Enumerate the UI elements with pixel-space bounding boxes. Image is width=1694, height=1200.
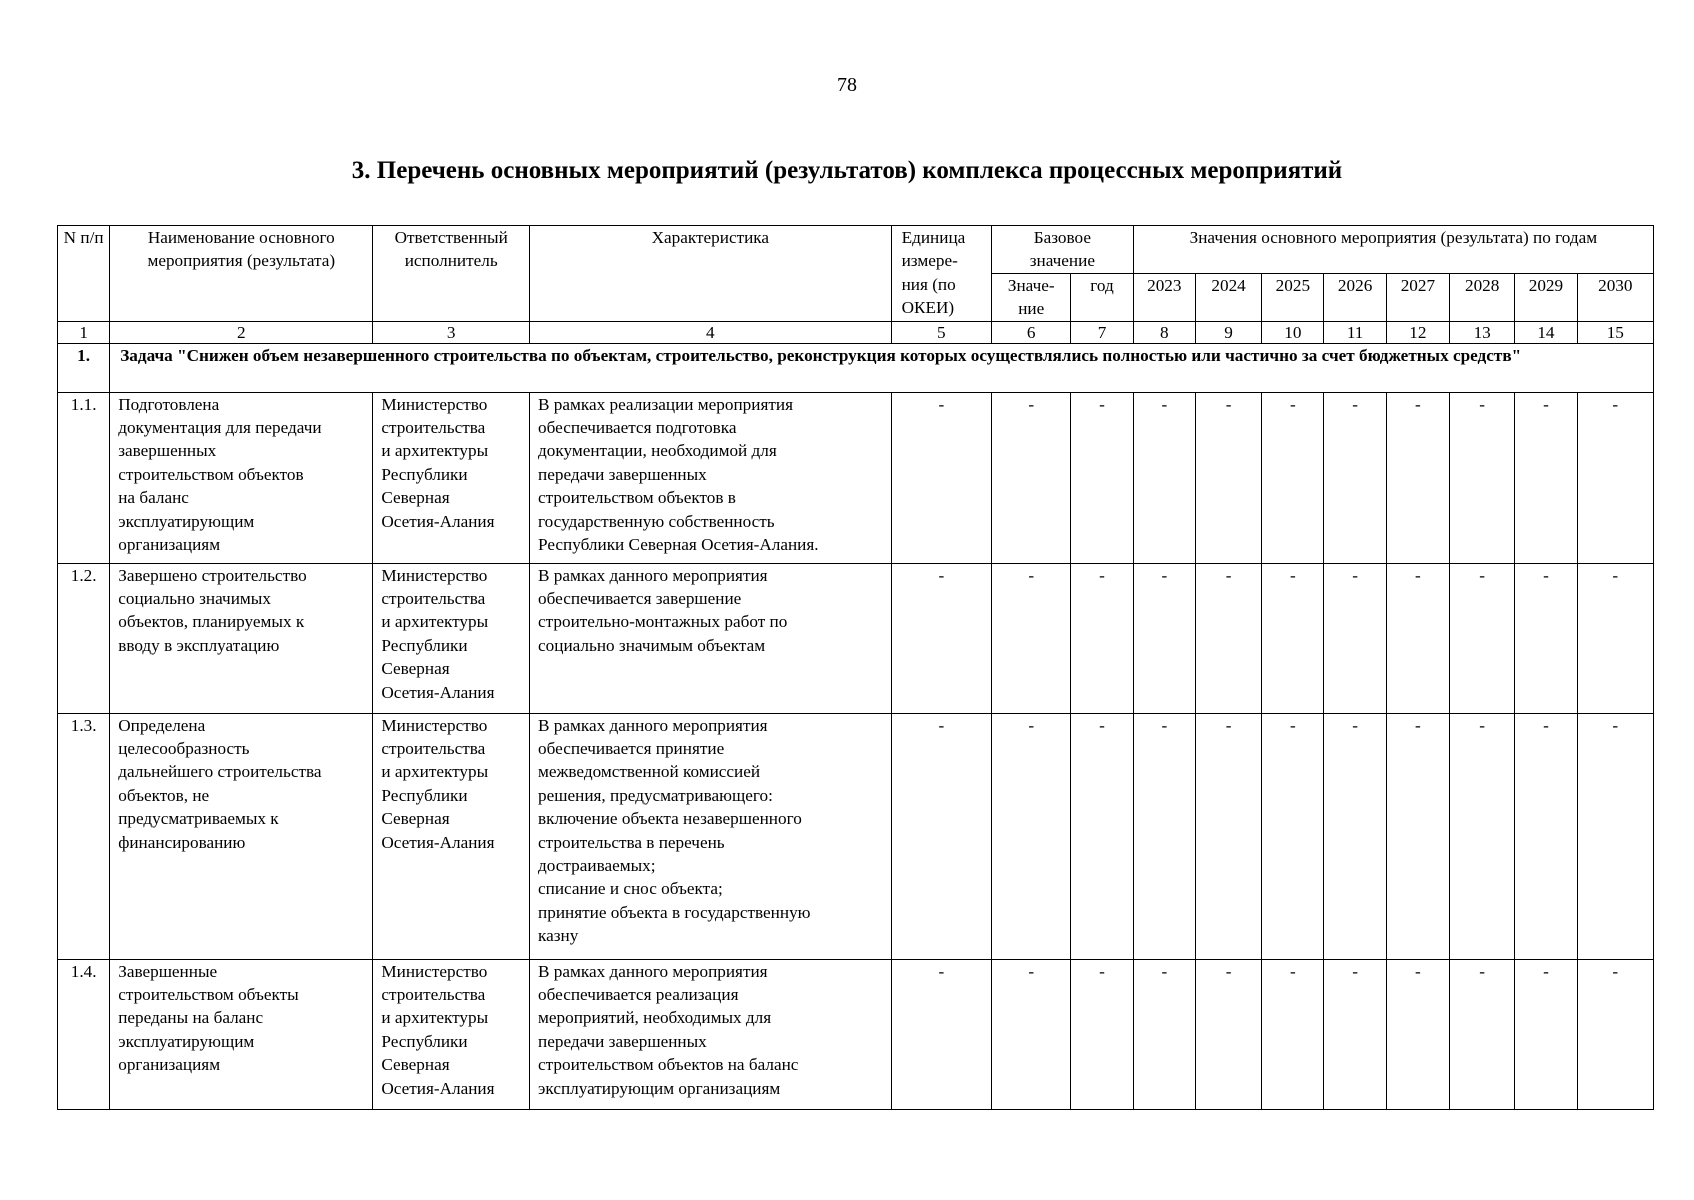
column-number: 4 — [530, 321, 892, 343]
row-value: - — [1450, 392, 1515, 563]
table-row — [58, 713, 1654, 959]
row-name: Определена целесообразность дальнейшего строительства объектов, не предусматриваемых к финансированию — [110, 713, 373, 959]
row-value: - — [992, 392, 1071, 563]
row-value: - — [1450, 563, 1515, 713]
row-value: - — [891, 563, 991, 713]
header-year: 2029 — [1515, 273, 1577, 321]
row-value: - — [891, 713, 991, 959]
row-value: - — [1071, 563, 1133, 713]
page-title: 3. Перечень основных мероприятий (результатов) комплекса процессных мероприятий — [351, 157, 1343, 184]
task-text: Задача "Снижен объем незавершенного строительства по объектам, строительство, реконструкция которых осуществлялись полностью или частично за счет бюджетных средств" — [110, 343, 1654, 392]
header-row-top — [58, 226, 1654, 274]
row-value: - — [1195, 392, 1261, 563]
row-value: - — [1071, 713, 1133, 959]
row-value: - — [1133, 959, 1195, 1109]
row-value: - — [1386, 392, 1449, 563]
row-name: Подготовлена документация для передачи завершенных строительством объектов на баланс эксплуатирующим организациям — [110, 392, 373, 563]
row-value: - — [1262, 959, 1324, 1109]
row-value: - — [891, 959, 991, 1109]
header-year: 2027 — [1386, 273, 1449, 321]
row-value: - — [891, 392, 991, 563]
row-value: - — [1262, 563, 1324, 713]
row-characteristic: В рамках реализации мероприятия обеспечивается подготовка документации, необходимой для передачи завершенных строительством объектов в государственную собственность Республики Северная Осетия-Алания. — [530, 392, 892, 563]
measures-table — [57, 225, 1654, 1110]
column-number: 13 — [1450, 321, 1515, 343]
row-value: - — [1577, 713, 1653, 959]
header-year: 2023 — [1133, 273, 1195, 321]
row-name: Завершено строительство социально значимых объектов, планируемых к вводу в эксплуатацию — [110, 563, 373, 713]
row-responsible: Министерство строительства и архитектуры Республики Северная Осетия-Алания — [373, 563, 530, 713]
row-number: 1.3. — [58, 713, 110, 959]
row-value: - — [1324, 563, 1386, 713]
page-number: 78 — [837, 74, 857, 96]
column-number: 7 — [1071, 321, 1133, 343]
row-value: - — [1515, 563, 1577, 713]
row-value: - — [1386, 563, 1449, 713]
row-value: - — [1577, 392, 1653, 563]
row-responsible: Министерство строительства и архитектуры Республики Северная Осетия-Алания — [373, 959, 530, 1109]
header-characteristic: Характеристика — [530, 226, 892, 322]
column-number: 5 — [891, 321, 991, 343]
header-base: Базовое значение — [992, 226, 1134, 274]
row-value: - — [1386, 713, 1449, 959]
column-number: 14 — [1515, 321, 1577, 343]
row-number: 1.4. — [58, 959, 110, 1109]
row-value: - — [1133, 713, 1195, 959]
row-responsible: Министерство строительства и архитектуры Республики Северная Осетия-Алания — [373, 392, 530, 563]
row-value: - — [1133, 563, 1195, 713]
row-name: Завершенные строительством объекты переданы на баланс эксплуатирующим организациям — [110, 959, 373, 1109]
row-characteristic: В рамках данного мероприятия обеспечивается завершение строительно-монтажных работ по социально значимым объектам — [530, 563, 892, 713]
row-value: - — [1071, 959, 1133, 1109]
row-value: - — [1262, 713, 1324, 959]
row-value: - — [992, 959, 1071, 1109]
row-value: - — [1324, 959, 1386, 1109]
column-number: 1 — [58, 321, 110, 343]
column-number: 12 — [1386, 321, 1449, 343]
row-value: - — [1071, 392, 1133, 563]
header-unit: Единица измере- ния (по ОКЕИ) — [891, 226, 991, 322]
row-value: - — [1577, 959, 1653, 1109]
row-value: - — [1577, 563, 1653, 713]
column-number: 6 — [992, 321, 1071, 343]
row-characteristic: В рамках данного мероприятия обеспечивается принятие межведомственной комиссией решения, предусматривающего: включение объекта незавершенного строительства в перечень достраиваемых; списание и снос объекта; принятие объекта в государственную казну — [530, 713, 892, 959]
header-year: 2024 — [1195, 273, 1261, 321]
table-row — [58, 959, 1654, 1109]
row-value: - — [1262, 392, 1324, 563]
row-value: - — [1515, 392, 1577, 563]
header-year: 2026 — [1324, 273, 1386, 321]
column-number: 3 — [373, 321, 530, 343]
task-row — [58, 343, 1654, 392]
row-value: - — [1450, 959, 1515, 1109]
header-base-year: год — [1071, 273, 1133, 321]
row-number: 1.1. — [58, 392, 110, 563]
header-year: 2028 — [1450, 273, 1515, 321]
row-characteristic: В рамках данного мероприятия обеспечивается реализация мероприятий, необходимых для передачи завершенных строительством объектов на баланс эксплуатирующим организациям — [530, 959, 892, 1109]
row-value: - — [1450, 713, 1515, 959]
header-responsible: Ответственный исполнитель — [373, 226, 530, 322]
row-value: - — [1324, 713, 1386, 959]
row-value: - — [1195, 959, 1261, 1109]
header-years-group: Значения основного мероприятия (результата) по годам — [1133, 226, 1653, 274]
column-number: 10 — [1262, 321, 1324, 343]
row-number: 1.2. — [58, 563, 110, 713]
column-number: 11 — [1324, 321, 1386, 343]
row-value: - — [992, 713, 1071, 959]
row-value: - — [1386, 959, 1449, 1109]
row-value: - — [992, 563, 1071, 713]
row-value: - — [1324, 392, 1386, 563]
row-value: - — [1195, 713, 1261, 959]
header-year: 2030 — [1577, 273, 1653, 321]
row-value: - — [1195, 563, 1261, 713]
table-row — [58, 392, 1654, 563]
header-name: Наименование основного мероприятия (результата) — [110, 226, 373, 322]
column-number: 9 — [1195, 321, 1261, 343]
header-year: 2025 — [1262, 273, 1324, 321]
column-number: 15 — [1577, 321, 1653, 343]
row-value: - — [1515, 959, 1577, 1109]
row-value: - — [1133, 392, 1195, 563]
task-number: 1. — [58, 343, 110, 392]
header-num: N п/п — [58, 226, 110, 322]
table-row — [58, 563, 1654, 713]
row-responsible: Министерство строительства и архитектуры Республики Северная Осетия-Алания — [373, 713, 530, 959]
header-base-value: Значе- ние — [992, 273, 1071, 321]
column-number: 8 — [1133, 321, 1195, 343]
column-number: 2 — [110, 321, 373, 343]
column-number-row — [58, 321, 1654, 343]
row-value: - — [1515, 713, 1577, 959]
